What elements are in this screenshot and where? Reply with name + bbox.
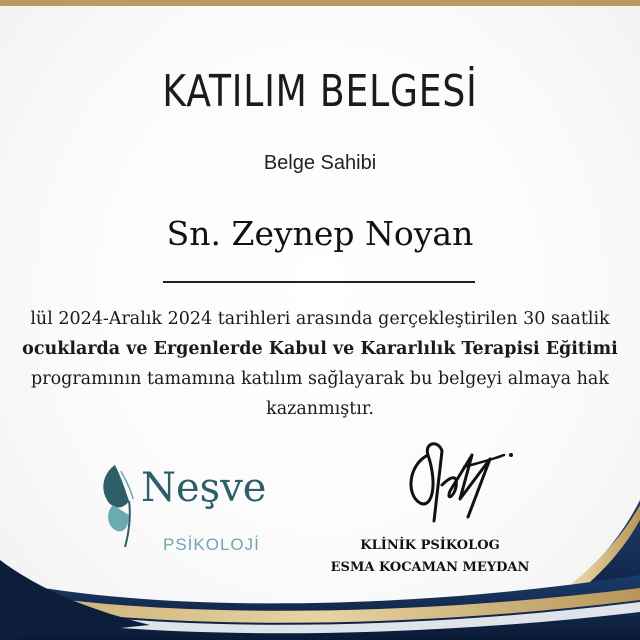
signatory-name: ESMA KOCAMAN MEYDAN [330,560,530,575]
signatory-title: KLİNİK PSİKOLOG [360,538,500,553]
body-line-1: lül 2024-Aralık 2024 tarihleri arasında gerçekleştirilen 30 saatlik [30,309,610,329]
holder-label: Belge Sahibi [263,152,377,174]
logo-subtitle: PSİKOLOJİ [163,535,260,554]
certificate-title: KATILIM BELGESİ [162,66,478,117]
body-line-3: programının tamamına katılım sağlayarak bu belgeyi almaya hak [31,369,609,389]
body-line-4: kazanmıştır. [266,399,374,419]
name-underline [163,281,475,283]
certificate-body [0,304,640,424]
logo-name: Neşve [141,465,267,511]
body-line-2-program: ocuklarda ve Ergenlerde Kabul ve Kararlılık Terapisi Eğitimi [22,339,618,359]
signature-image [398,425,520,540]
holder-name: Sn. Zeynep Noyan [166,214,474,253]
